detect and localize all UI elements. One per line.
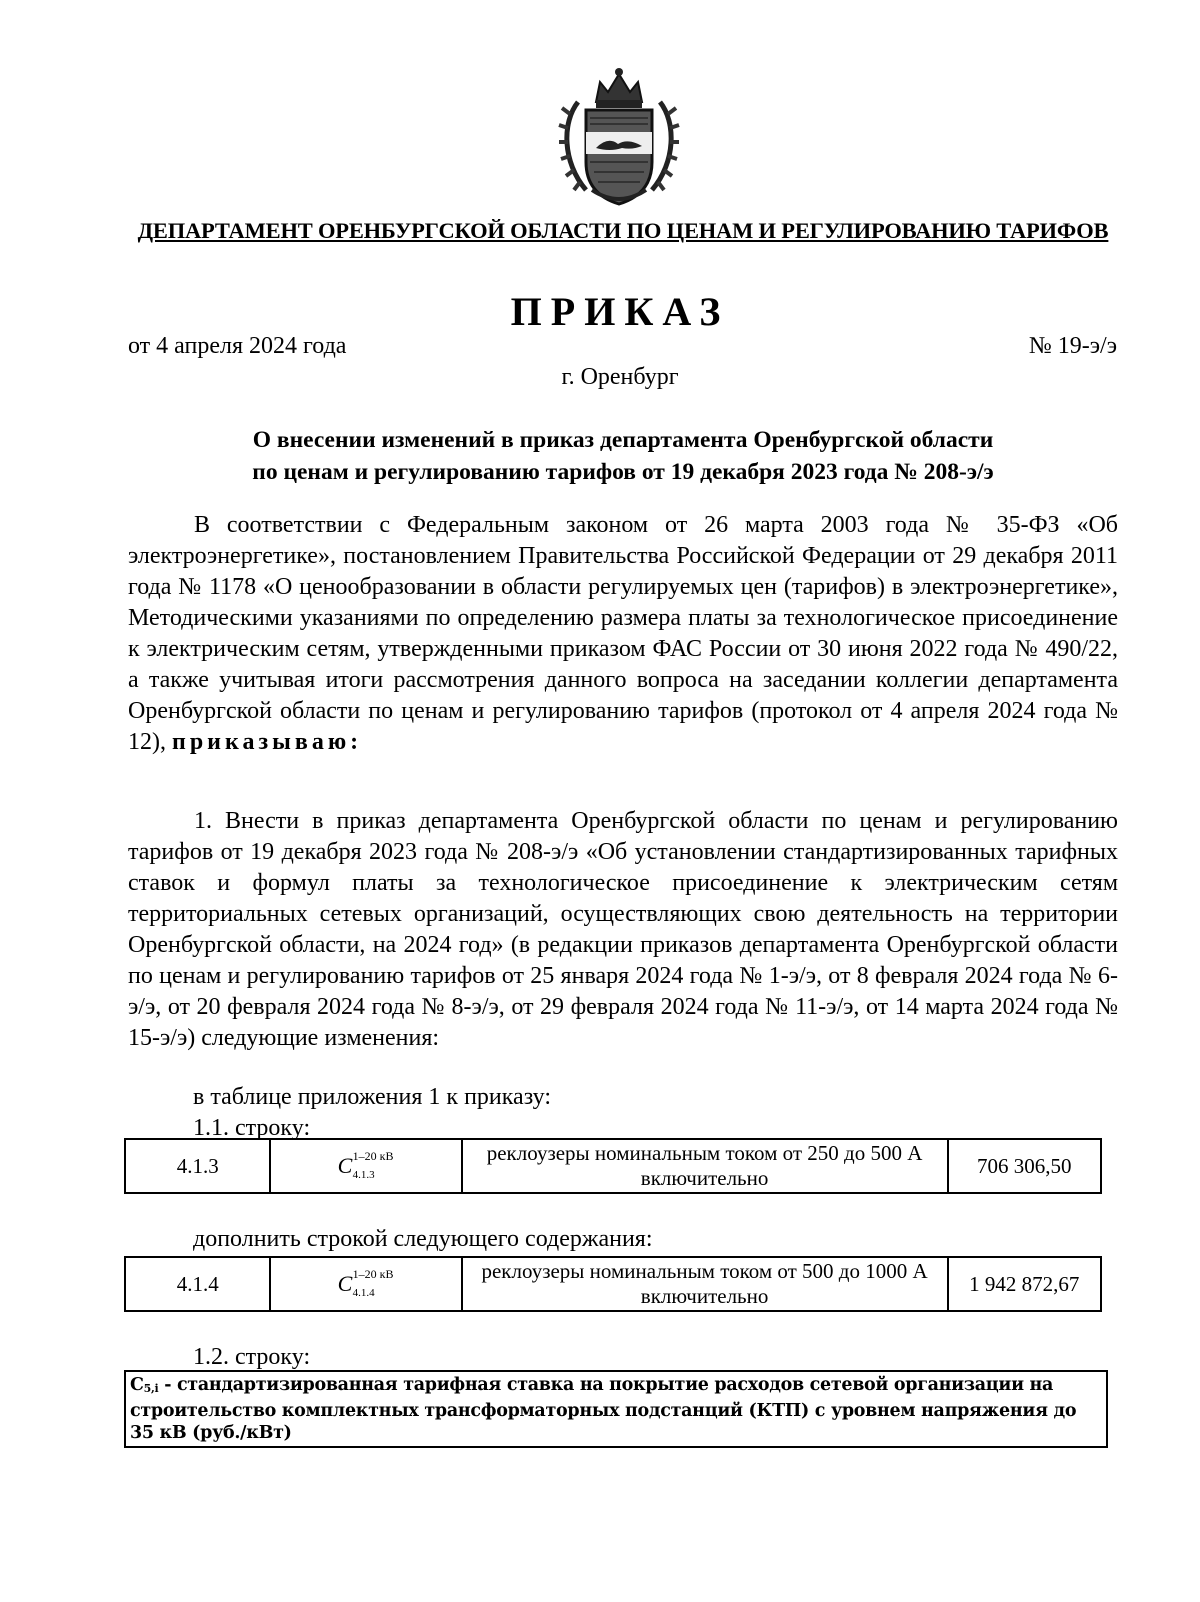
- add-row-instruction: дополнить строкой следующего содержания:: [193, 1226, 653, 1252]
- order-heading: ПРИКАЗ: [510, 289, 730, 334]
- command-word: приказываю:: [172, 729, 363, 755]
- row-number-cell: 4.1.3: [125, 1139, 270, 1193]
- row-number-cell: 4.1.4: [125, 1257, 270, 1311]
- subject-line-1: О внесении изменений в приказ департамента Оренбургской области: [252, 427, 994, 453]
- description-cell: реклоузеры номинальным током от 250 до 500 А включительно: [462, 1139, 948, 1193]
- coat-of-arms-icon: [556, 62, 682, 208]
- order-date: от 4 апреля 2024 года: [128, 333, 347, 359]
- clause-1-2-label: 1.2. строку:: [193, 1344, 311, 1370]
- order-subject: [128, 424, 1118, 488]
- preamble-paragraph: [128, 510, 1118, 758]
- rate-box-text: - стандартизированная тарифная ставка на покрытие расходов сетевой организации на строительство комплектных трансформаторных подстанций (КТП) с уровнем напряжения до 35 кВ (руб./кВт): [130, 1375, 1077, 1443]
- order-city: г. Оренбург: [561, 364, 679, 390]
- rate-symbol-subscript: 4.1.4: [352, 1287, 375, 1299]
- description-cell: реклоузеры номинальным током от 500 до 1000 А включительно: [462, 1257, 948, 1311]
- rate-symbol-cell: [270, 1257, 461, 1311]
- table-row: [125, 1257, 1101, 1311]
- preamble-text: В соответствии с Федеральным законом от 26 марта 2003 года № 35-ФЗ «Об электроэнергетике», постановлением Правительства Российской Федерации от 29 декабря 2011 года № 1178 «О ценообразовании в области регулируемых цен (тарифов) в электроэнергетике», Методическими указаниями по определению размера платы за технологическое присоединение к электрическим сетям, утвержденными приказом ФАС России от 30 июня 2022 года № 490/22, а также учитывая итоги рассмотрения данного вопроса на заседании коллегии департамента Оренбургской области по ценам и регулированию тарифов (протокол от 4 апреля 2024 года № 12),: [128, 512, 1118, 755]
- tariff-table-row-old: [124, 1138, 1102, 1194]
- rate-symbol-subscript: 4.1.3: [352, 1169, 375, 1181]
- rate-symbol-superscript: 1–20 кВ: [352, 1267, 394, 1281]
- tariff-table-row-new: [124, 1256, 1102, 1312]
- rate-symbol: [337, 1267, 395, 1299]
- order-number: № 19-э/э: [1028, 333, 1117, 359]
- clause-1-1-label: 1.1. строку:: [193, 1115, 311, 1141]
- value-cell: 706 306,50: [948, 1139, 1101, 1193]
- rate-definition-box: [124, 1370, 1108, 1448]
- table-row: [125, 1139, 1101, 1193]
- rate-symbol-main: C: [337, 1153, 353, 1178]
- rate-symbol: [337, 1149, 395, 1181]
- table-reference: в таблице приложения 1 к приказу:: [193, 1084, 552, 1110]
- rate-box-symbol-subscript: 5,i: [143, 1382, 159, 1395]
- subject-line-2: по ценам и регулированию тарифов от 19 декабря 2023 года № 208-э/э: [252, 459, 994, 485]
- rate-symbol-superscript: 1–20 кВ: [352, 1149, 394, 1163]
- value-cell: 1 942 872,67: [948, 1257, 1101, 1311]
- clause-1-paragraph: 1. Внести в приказ департамента Оренбургской области по ценам и регулированию тарифов от 19 декабря 2023 года № 208-э/э «Об установлении стандартизированных тарифных ставок и формул платы за технологическое присоединение к электрическим сетям территориальных сетевых организаций, осуществляющих свою деятельность на территории Оренбургской области, на 2024 год» (в редакции приказов департамента Оренбургской области по ценам и регулированию тарифов от 25 января 2024 года № 1-э/э, от 8 февраля 2024 года № 6-э/э, от 20 февраля 2024 года № 8-э/э, от 29 февраля 2024 года № 11-э/э, от 14 марта 2024 года № 15-э/э) следующие изменения:: [128, 808, 1118, 1051]
- rate-symbol-main: C: [337, 1271, 353, 1296]
- rate-symbol-cell: [270, 1139, 461, 1193]
- department-title: ДЕПАРТАМЕНТ ОРЕНБУРГСКОЙ ОБЛАСТИ ПО ЦЕНАМ И РЕГУЛИРОВАНИЮ ТАРИФОВ: [137, 218, 1109, 243]
- rate-box-symbol: C: [130, 1375, 144, 1395]
